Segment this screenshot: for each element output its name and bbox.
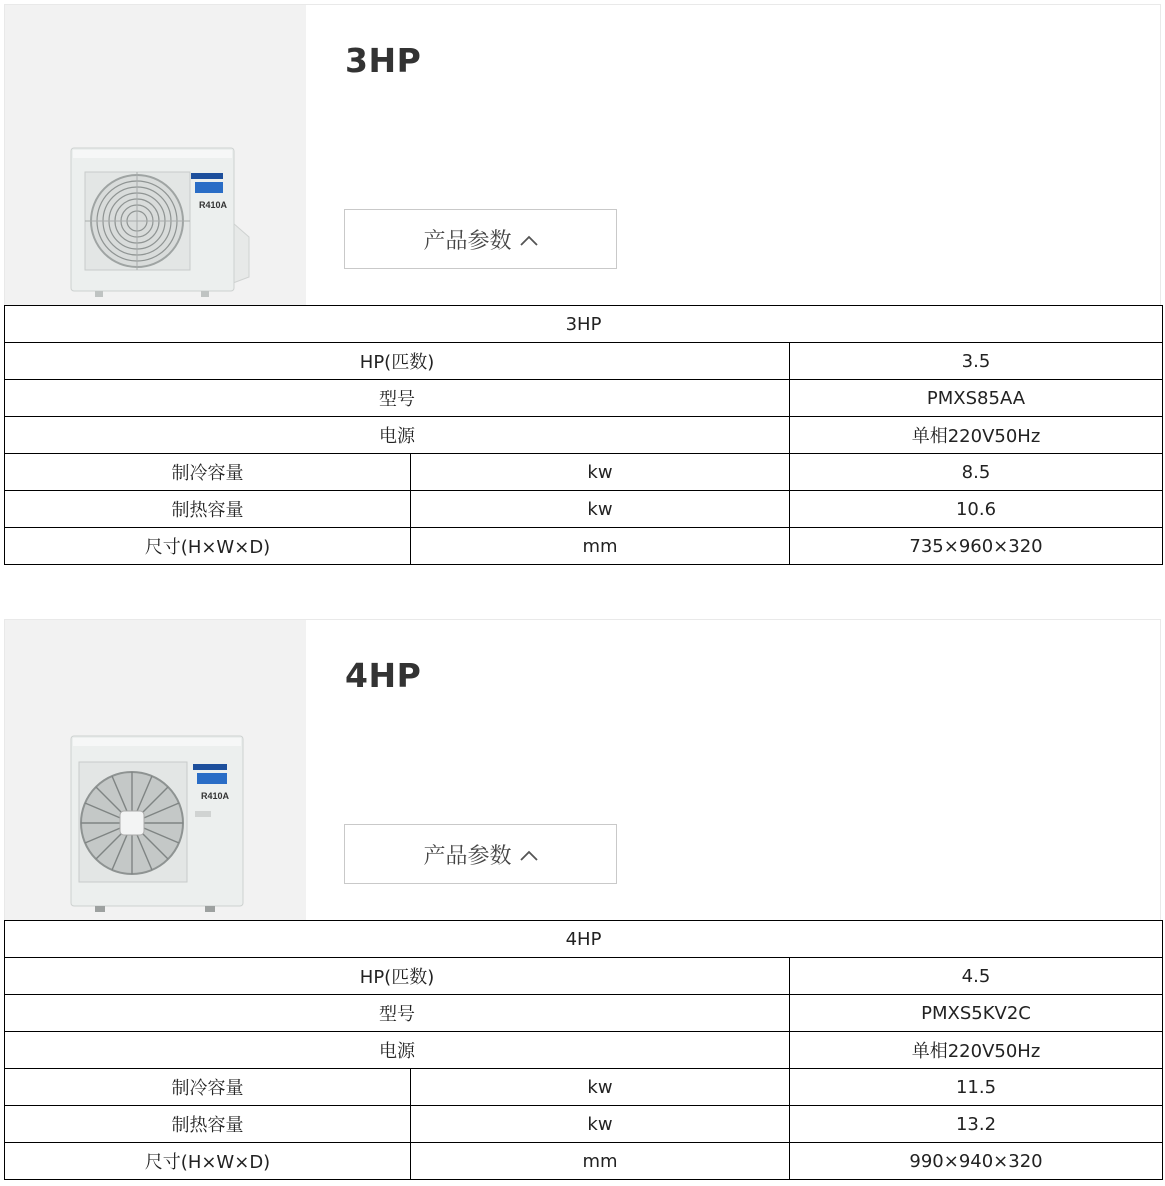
- table-row: [5, 454, 1163, 491]
- table-header-row: [5, 306, 1163, 343]
- row-value: 11.5: [790, 1069, 1163, 1106]
- row-unit: mm: [411, 528, 790, 565]
- table-row: [5, 958, 1163, 995]
- row-value: 990×940×320: [790, 1143, 1163, 1180]
- table-row: [5, 1032, 1163, 1069]
- product-image: [5, 620, 306, 920]
- row-label: 型号: [5, 380, 790, 417]
- row-unit: kw: [411, 1106, 790, 1143]
- product-params-button[interactable]: [344, 209, 617, 269]
- table-row: [5, 528, 1163, 565]
- params-button-label: 产品参数: [423, 228, 512, 254]
- table-header: 3HP: [5, 306, 1163, 343]
- table-row: [5, 380, 1163, 417]
- row-label: 尺寸(H×W×D): [5, 1143, 411, 1180]
- row-value: PMXS5KV2C: [790, 995, 1163, 1032]
- svg-text:R410A: R410A: [199, 200, 228, 210]
- product-section-3hp: [4, 4, 1161, 565]
- table-row: [5, 1143, 1163, 1180]
- svg-text:R410A: R410A: [201, 791, 230, 801]
- product-card: [4, 619, 1161, 920]
- row-label: 制冷容量: [5, 1069, 411, 1106]
- product-image: [5, 5, 306, 305]
- row-value: 13.2: [790, 1106, 1163, 1143]
- row-label: HP(匹数): [5, 343, 790, 380]
- row-label: 电源: [5, 1032, 790, 1069]
- chevron-up-icon: [520, 227, 538, 252]
- row-value: PMXS85AA: [790, 380, 1163, 417]
- product-title: 3HP: [345, 41, 422, 80]
- product-section-4hp: [4, 619, 1161, 1180]
- chevron-up-icon: [520, 842, 538, 867]
- spec-table: [4, 305, 1163, 565]
- outdoor-unit-image: [5, 5, 306, 305]
- row-unit: kw: [411, 1069, 790, 1106]
- table-row: [5, 491, 1163, 528]
- table-row: [5, 1069, 1163, 1106]
- table-row: [5, 1106, 1163, 1143]
- row-label: 型号: [5, 995, 790, 1032]
- row-unit: mm: [411, 1143, 790, 1180]
- table-header-row: [5, 921, 1163, 958]
- outdoor-unit-image: [5, 620, 306, 920]
- product-title: 4HP: [345, 656, 422, 695]
- params-button-label: 产品参数: [423, 843, 512, 869]
- row-label: HP(匹数): [5, 958, 790, 995]
- table-row: [5, 995, 1163, 1032]
- row-value: 735×960×320: [790, 528, 1163, 565]
- row-unit: kw: [411, 454, 790, 491]
- product-params-button[interactable]: [344, 824, 617, 884]
- row-value: 单相220V50Hz: [790, 417, 1163, 454]
- product-card: [4, 4, 1161, 305]
- table-header: 4HP: [5, 921, 1163, 958]
- row-value: 3.5: [790, 343, 1163, 380]
- row-label: 制热容量: [5, 1106, 411, 1143]
- row-label: 制热容量: [5, 491, 411, 528]
- spec-table: [4, 920, 1163, 1180]
- table-row: [5, 417, 1163, 454]
- row-label: 尺寸(H×W×D): [5, 528, 411, 565]
- row-value: 4.5: [790, 958, 1163, 995]
- row-value: 8.5: [790, 454, 1163, 491]
- row-unit: kw: [411, 491, 790, 528]
- row-label: 电源: [5, 417, 790, 454]
- table-row: [5, 343, 1163, 380]
- row-value: 单相220V50Hz: [790, 1032, 1163, 1069]
- row-value: 10.6: [790, 491, 1163, 528]
- row-label: 制冷容量: [5, 454, 411, 491]
